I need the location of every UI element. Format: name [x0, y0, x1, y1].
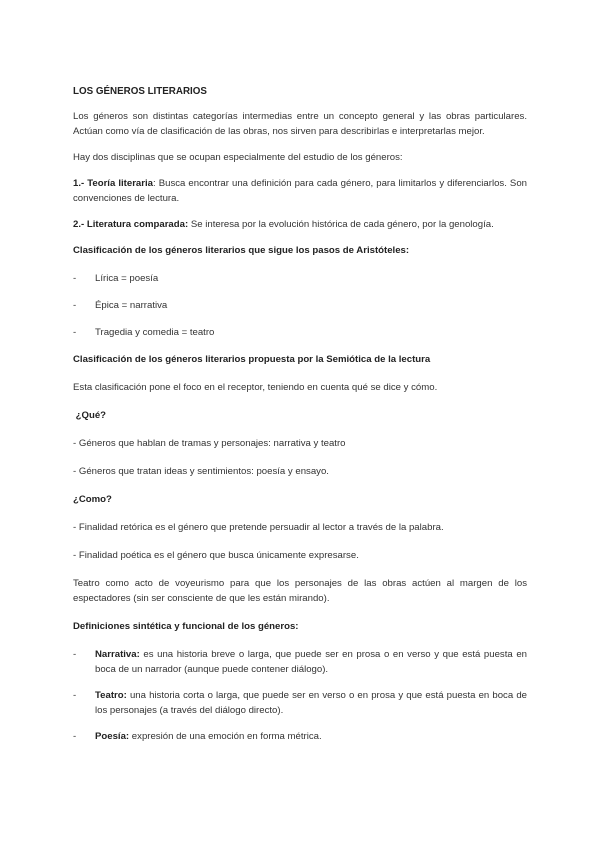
page-title: LOS GÉNEROS LITERARIOS [73, 86, 207, 97]
list-item-text: Tragedia y comedia = teatro [95, 327, 215, 338]
aristotle-heading: Clasificación de los géneros literarios que sigue los pasos de Aristóteles: [73, 245, 410, 256]
discipline-2-text: Se interesa por la evolución histórica de cada género, por la genología. [188, 219, 494, 230]
definitions-heading: Definiciones sintética y funcional de los géneros: [73, 621, 299, 632]
discipline-1-text: Busca encontrar una definición para cada género, para limitarlos y diferenciarlos. Son convenciones de lectura. [73, 178, 527, 204]
list-item [73, 271, 527, 286]
list-item [73, 647, 527, 677]
definition-text: es una historia breve o larga, que puede ser en prosa o en verso y que está puesta en boca de un narrador (aunque puede contener diálogo). [95, 649, 527, 675]
definitions-list [73, 647, 527, 744]
bullet-dash: - [73, 649, 77, 660]
definition-poesia [95, 729, 527, 744]
definition-label: Poesía: [95, 731, 130, 742]
bullet-dash: - [73, 731, 77, 742]
definition-text: una historia corta o larga, que puede ser en verso o en prosa y que está puesta en boca de los personajes (a través del diálogo directo). [95, 690, 527, 716]
semiotic-heading: Clasificación de los géneros literarios propuesta por la Semiótica de la lectura [73, 354, 431, 365]
bullet-dash: - [73, 327, 77, 338]
bullet-dash: - [73, 273, 77, 284]
definition-teatro [95, 688, 527, 718]
discipline-2-label: 2.- Literatura comparada: [73, 219, 189, 230]
list-item [73, 688, 527, 718]
bullet-dash: - [73, 690, 77, 701]
como-item-1: - Finalidad retórica es el género que pretende persuadir al lector a través de la palabra. [73, 522, 444, 533]
document-content [73, 84, 527, 755]
como-item-2: - Finalidad poética es el género que busca únicamente expresarse. [73, 550, 359, 561]
list-item-text: Lírica = poesía [95, 273, 159, 284]
theater-note: Teatro como acto de voyeurismo para que los personajes de las obras actúen al margen de los espectadores (sin ser consciente de que les están mirando). [73, 578, 527, 604]
list-item [73, 729, 527, 744]
definition-text: expresión de una emoción en forma métrica. [129, 731, 322, 742]
aristotle-list [73, 271, 527, 340]
list-item [73, 298, 527, 313]
definition-label: Narrativa: [95, 649, 140, 660]
list-item-text: Épica = narrativa [95, 300, 168, 311]
que-item-2: - Géneros que tratan ideas y sentimientos: poesía y ensayo. [73, 466, 329, 477]
discipline-1-sep: : [153, 178, 156, 189]
que-heading: ¿Qué? [73, 410, 107, 421]
semiotic-intro: Esta clasificación pone el foco en el receptor, teniendo en cuenta qué se dice y cómo. [73, 382, 438, 393]
bullet-dash: - [73, 300, 77, 311]
como-heading: ¿Como? [73, 494, 112, 505]
definition-narrativa [95, 647, 527, 677]
discipline-1-label: 1.- Teoría literaria [73, 178, 154, 189]
que-item-1: - Géneros que hablan de tramas y personajes: narrativa y teatro [73, 438, 346, 449]
list-item [73, 325, 527, 340]
definition-label: Teatro: [95, 690, 127, 701]
disciplines-intro: Hay dos disciplinas que se ocupan especialmente del estudio de los géneros: [73, 152, 403, 163]
discipline-1 [73, 176, 527, 206]
discipline-2 [73, 217, 527, 232]
intro-paragraph: Los géneros son distintas categorías intermedias entre un concepto general y las obras particulares. Actúan como vía de clasificación de las obras, nos sirven para describirlas e interpretarlas mejor. [73, 111, 527, 137]
